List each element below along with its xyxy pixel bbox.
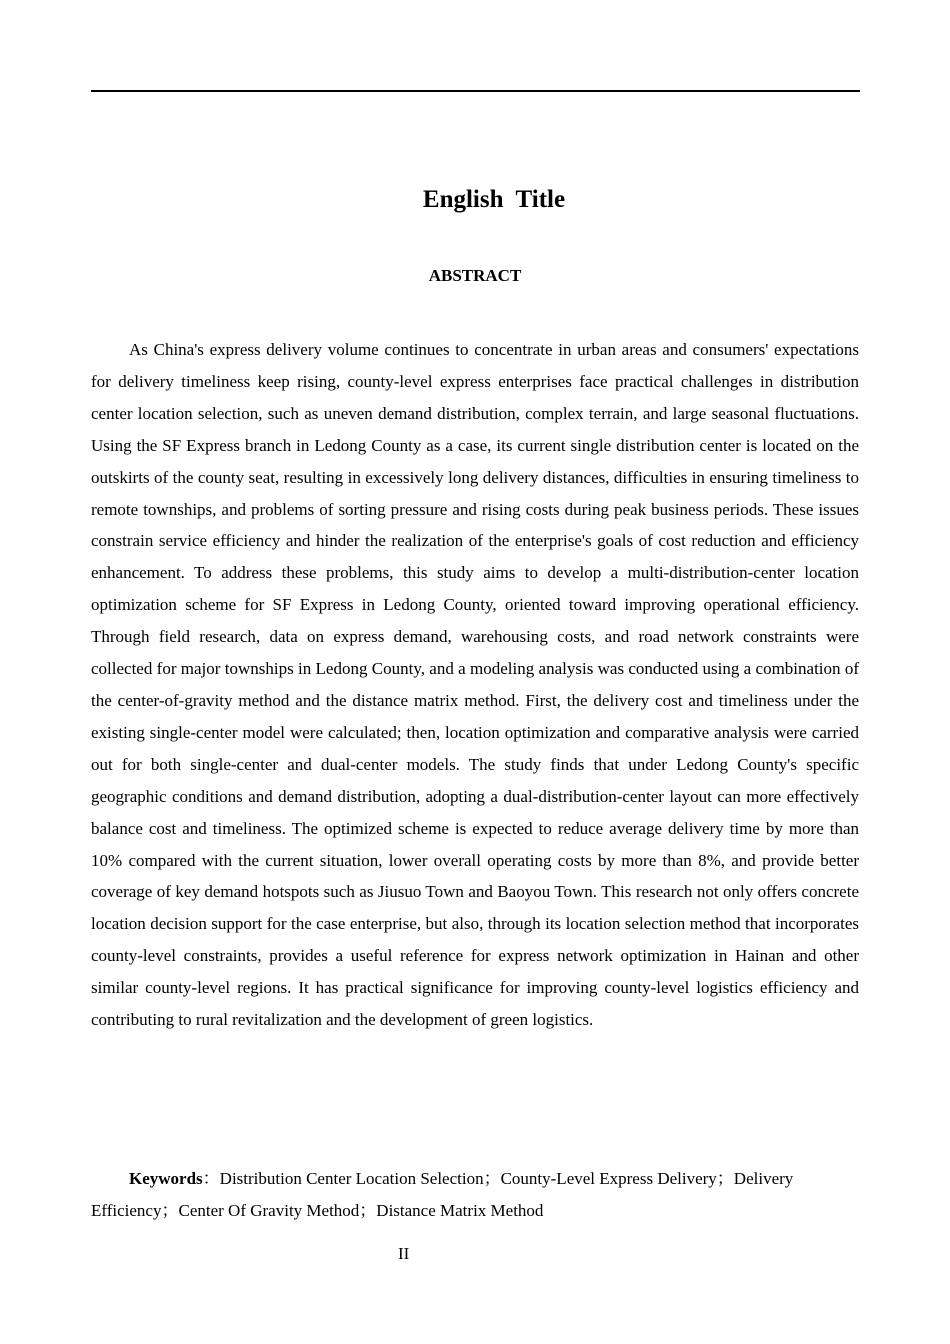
header-rule [91, 90, 860, 92]
abstract-body: As China's express delivery volume continues to concentrate in urban areas and consumers' expectations for delivery timeliness keep rising, county-level express enterprises face practical challenges in distribution center location selection, such as uneven demand distribution, complex terrain, and large seasonal fluctuations. Using the SF Express branch in Ledong County as a case, its current single distribution center is located on the outskirts of the county seat, resulting in excessively long delivery distances, difficulties in ensuring timeliness to remote townships, and problems of sorting pressure and rising costs during peak business periods. These issues constrain service efficiency and hinder the realization of the enterprise's goals of cost reduction and efficiency enhancement. To address these problems, this study aims to develop a multi-distribution-center location optimization scheme for SF Express in Ledong County, oriented toward improving operational efficiency. Through field research, data on express demand, warehousing costs, and road network constraints were collected for major townships in Ledong County, and a modeling analysis was conducted using a combination of the center-of-gravity method and the distance matrix method. First, the delivery cost and timeliness under the existing single-center model were calculated; then, location optimization and comparative analysis were carried out for both single-center and dual-center models. The study finds that under Ledong County's specific geographic conditions and demand distribution, adopting a dual-distribution-center layout can more effectively balance cost and timeliness. The optimized scheme is expected to reduce average delivery time by more than 10% compared with the current situation, lower overall operating costs by more than 8%, and provide better coverage of key demand hotspots such as Jiusuo Town and Baoyou Town. This research not only offers concrete location decision support for the case enterprise, but also, through its location selection method that incorporates county-level constraints, provides a useful reference for express network optimization in Hainan and other similar county-level regions. It has practical significance for improving county-level logistics efficiency and contributing to rural revitalization and the development of green logistics. [91, 340, 859, 1030]
page-number: II [398, 1244, 410, 1263]
document-title: English Title [422, 186, 566, 213]
abstract-heading: ABSTRACT [428, 266, 522, 285]
keywords-paragraph [91, 1163, 859, 1227]
keywords-separator: ： [202, 1169, 220, 1188]
keywords-text: Distribution Center Location Selection；County-Level Express Delivery；Delivery Efficiency；Center Of Gravity Method；Distance Matrix Method [91, 1169, 794, 1220]
keywords-label: Keywords [129, 1169, 203, 1188]
